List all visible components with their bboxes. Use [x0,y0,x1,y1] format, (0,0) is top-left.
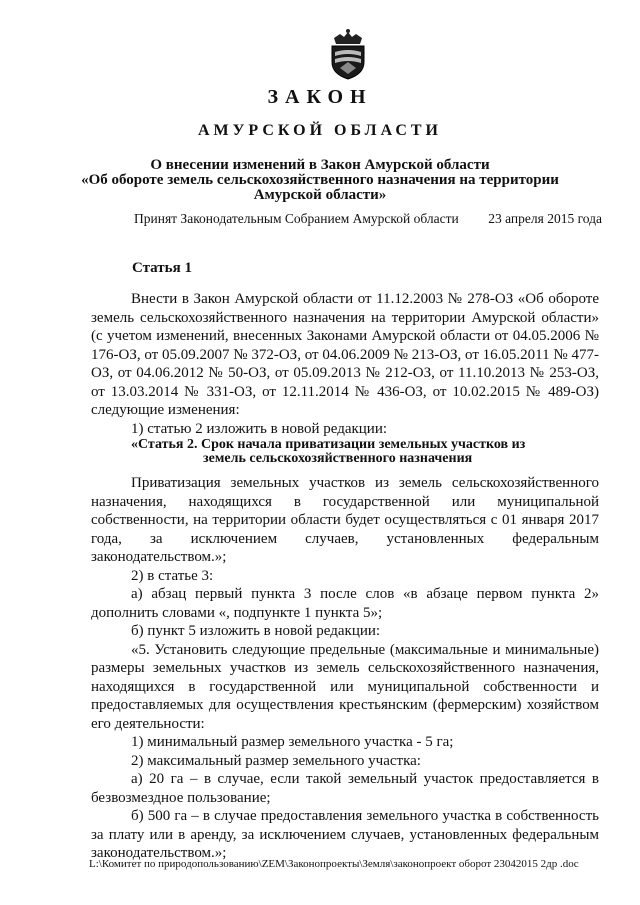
article-body-top [91,290,599,466]
article-body-main [91,474,599,863]
paragraph-min-size: 1) минимальный размер земельного участка - 5 га; [131,734,454,750]
paragraph-size-b: б) 500 га – в случае предоставления земельного участка в собственность за плату или в аренду, за исключением случаев, установленных федеральным законодательством.»; [91,808,599,861]
paragraph-item2b: б) пункт 5 изложить в новой редакции: [131,623,381,639]
adopted-date: 23 апреля 2015 года [488,211,602,226]
paragraph-item1: 1) статью 2 изложить в новой редакции: [131,420,388,437]
new-article-heading [91,438,599,466]
law-name-line: Амурской области» [253,187,387,203]
adopted-by: Принят Законодательным Собранием Амурской области [134,211,459,226]
article-heading: Статья 1 [132,260,192,276]
region-title: АМУРСКОЙ ОБЛАСТИ [198,122,442,139]
amur-region-coat-of-arms-icon [326,28,370,80]
paragraph-item2: 2) в статье 3: [131,567,214,584]
paragraph-max-size: 2) максимальный размер земельного участка: [131,752,421,769]
file-path-footer: L:\Комитет по природопользованию\ZEM\Законопроекты\Земля\законопроект оборот 23042015 2др .doc [89,858,579,870]
paragraph-point5: «5. Установить следующие предельные (максимальные и минимальные) размеры земельных участков из земель сельскохозяйственного назначения, находящихся в государственной или муниципальной собственности и предоставляемых для осуществления крестьянским (фермерским) хозяйством его деятельности: [91,641,599,732]
paragraph-item2a: а) абзац первый пункта 3 после слов «в абзаце первом пункта 2» дополнить словами «, подпункте 1 пункта 5»; [91,586,599,621]
law-name [0,158,640,203]
new-article-heading-line: «Статья 2. Срок начала приватизации земельных участков из [131,437,526,452]
law-title: ЗАКОН [267,86,373,108]
law-name-line: О внесении изменений в Закон Амурской области [150,157,490,173]
paragraph-privatization: Приватизация земельных участков из земель сельскохозяйственного назначения, находящихся в государственной или муниципальной собственности, на территории области будет осуществляться с 01 января 2017 года, за исключением случаев, установленных федеральным законодательством.»; [91,475,599,565]
law-name-line: «Об обороте земель сельскохозяйственного назначения на территории [81,172,559,188]
paragraph-intro: Внести в Закон Амурской области от 11.12.2003 № 278-ОЗ «Об обороте земель сельскохозяйственного назначения на территории Амурской области» (с учетом изменений, внесенных Законами Амурской области от 04.05.2006 № 176-ОЗ, от 05.09.2007 № 372-ОЗ, от 04.06.2009 № 213-ОЗ, от 16.05.2011 № 477-ОЗ, от 04.06.2012 № 50-ОЗ, от 05.09.2013 № 212-ОЗ, от 11.10.2013 № 253-ОЗ, от 13.03.2014 № 331-ОЗ, от 12.11.2014 № 436-ОЗ, от 10.02.2015 № 489-ОЗ) следующие изменения: [91,291,599,418]
new-article-heading-line: земель сельскохозяйственного назначения [203,451,473,466]
paragraph-size-a: а) 20 га – в случае, если такой земельный участок предоставляется в безвозмездное пользование; [91,771,599,806]
